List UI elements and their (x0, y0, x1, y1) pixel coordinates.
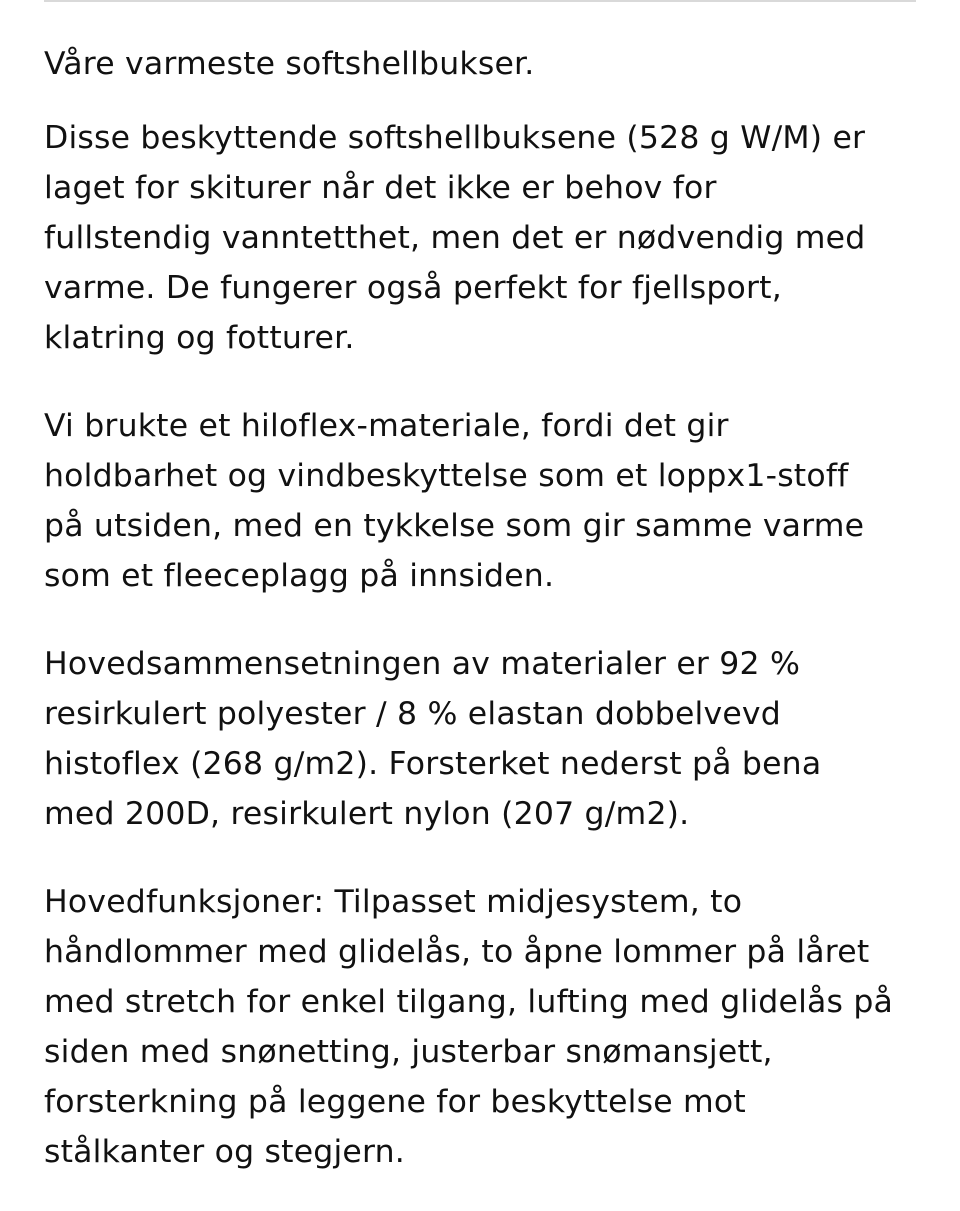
description-paragraph-composition: Hovedsammensetningen av materialer er 92 % resirkulert polyester / 8 % elastan dobbelvevd histoflex (268 g/m2). Forsterket nederst på bena med 200D, resirkulert nylon (207 g/m2). (44, 646, 822, 832)
description-intro: Våre varmeste softshellbukser. (44, 46, 535, 82)
description-paragraph-features: Hovedfunksjoner: Tilpasset midjesystem, to håndlommer med glidelås, to åpne lommer på låret med stretch for enkel tilgang, lufting med glidelås på siden med snønetting, justerbar snømansjett, forsterkning på leggene for beskyttelse mot stålkanter og stegjern. (44, 884, 894, 1170)
description-paragraph-purpose: Disse beskyttende softshellbuksene (528 g W/M) er laget for skiturer når det ikke er behov for fullstendig vanntetthet, men det er nødvendig med varme. De fungerer også perfekt for fjellsport, klatring og fotturer. (44, 120, 866, 356)
product-description (44, 39, 924, 1177)
description-paragraph-material: Vi brukte et hiloflex-materiale, fordi det gir holdbarhet og vindbeskyttelse som et loppx1-stoff på utsiden, med en tykkelse som gir samme varme som et fleeceplagg på innsiden. (44, 408, 865, 594)
top-divider (44, 0, 916, 2)
